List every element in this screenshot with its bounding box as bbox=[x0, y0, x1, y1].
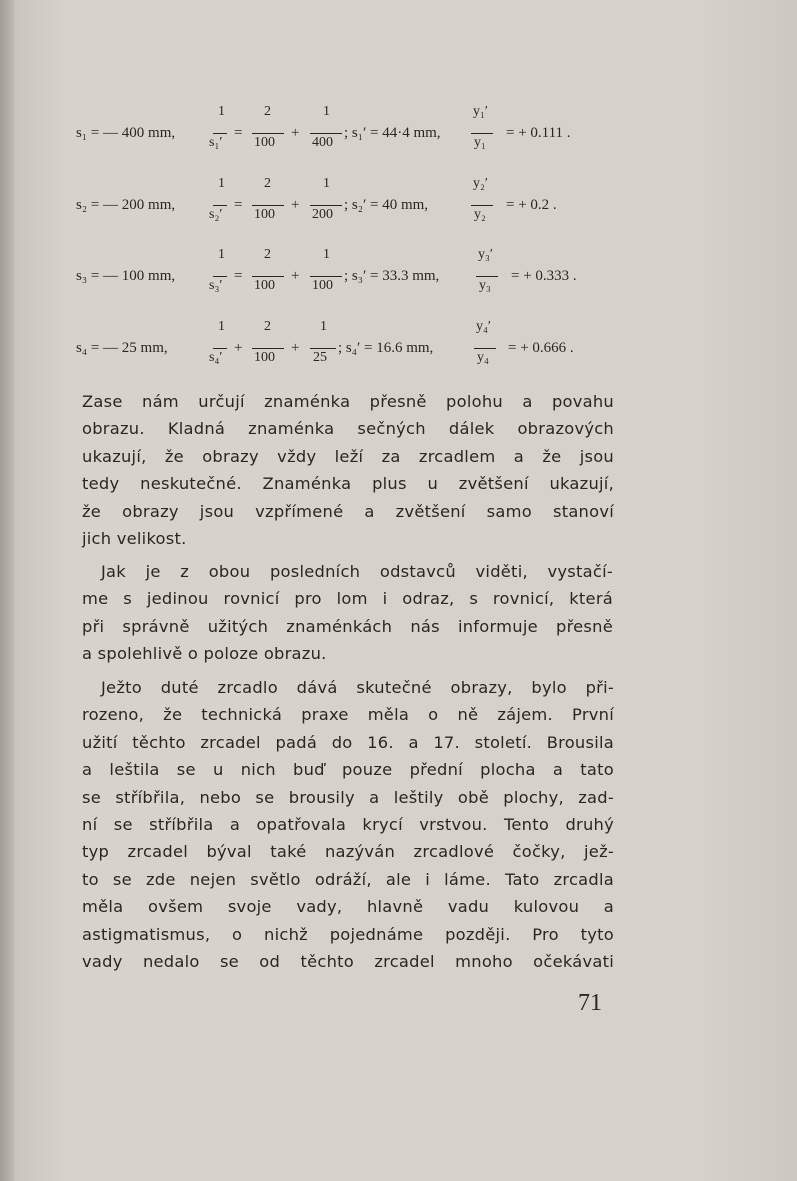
eq-a-numerator: 2 bbox=[264, 104, 271, 119]
paragraph-1 bbox=[82, 388, 614, 552]
eq-y-numerator: y₄′ bbox=[476, 319, 491, 334]
eq-lhs-numerator: 1 bbox=[218, 176, 225, 191]
eq-plus: + bbox=[291, 340, 300, 356]
eq-lhs-numerator: 1 bbox=[218, 104, 225, 119]
eq-s-value: s₄ = — 25 mm, bbox=[76, 340, 168, 356]
eq-s-prime: ; s₂′ = 40 mm, bbox=[344, 197, 429, 213]
fraction-bar bbox=[252, 348, 284, 349]
eq-b-denominator: 100 bbox=[312, 278, 333, 293]
fraction-bar bbox=[213, 133, 227, 134]
equation-row-2 bbox=[76, 174, 736, 240]
eq-s-value: s₃ = — 100 mm, bbox=[76, 268, 176, 284]
fraction-bar bbox=[476, 276, 498, 277]
equation-row-1 bbox=[76, 102, 736, 168]
eq-y-denominator: y₃ bbox=[479, 278, 491, 293]
eq-equals: = bbox=[234, 125, 243, 141]
eq-s-prime: ; s₃′ = 33.3 mm, bbox=[344, 268, 440, 284]
eq-a-denominator: 100 bbox=[254, 135, 275, 150]
eq-b-denominator: 25 bbox=[313, 350, 327, 365]
eq-b-numerator: 1 bbox=[320, 319, 327, 334]
text-line: Zase nám určují znaménka přesně polohu a povahu bbox=[82, 392, 614, 411]
eq-s-prime: ; s₁′ = 44·4 mm, bbox=[344, 125, 441, 141]
eq-plus: + bbox=[291, 197, 300, 213]
text-line: me s jedinou rovnicí pro lom i odraz, s rovnicí, která bbox=[82, 589, 613, 609]
eq-s-prime: ; s₄′ = 16.6 mm, bbox=[338, 340, 434, 356]
eq-b-numerator: 1 bbox=[323, 247, 330, 262]
fraction-bar bbox=[213, 205, 227, 206]
text-line: Jak je z obou posledních odstavců viděti, vystačí- bbox=[101, 562, 613, 581]
fraction-bar bbox=[310, 348, 336, 349]
text-line: ukazují, že obrazy vždy leží za zrcadlem a že jsou bbox=[82, 446, 614, 466]
paragraph-2 bbox=[82, 558, 613, 668]
eq-lhs-numerator: 1 bbox=[218, 319, 225, 334]
eq-s-value: s₁ = — 400 mm, bbox=[76, 125, 176, 141]
text-line: ní se stříbřila a opatřovala krycí vrstvou. Tento druhý bbox=[82, 815, 614, 835]
fraction-bar bbox=[471, 133, 493, 134]
eq-result: = + 0.2 . bbox=[506, 197, 557, 213]
eq-lhs-denominator: s₁′ bbox=[209, 135, 223, 150]
eq-plus: + bbox=[291, 125, 300, 141]
eq-y-numerator: y₃′ bbox=[478, 247, 493, 262]
fraction-bar bbox=[252, 133, 284, 134]
page-number: 71 bbox=[578, 990, 602, 1016]
eq-b-denominator: 200 bbox=[312, 207, 333, 222]
eq-b-denominator: 400 bbox=[312, 135, 333, 150]
paragraph-3 bbox=[82, 674, 614, 975]
eq-y-numerator: y₁′ bbox=[473, 104, 488, 119]
eq-a-denominator: 100 bbox=[254, 350, 275, 365]
eq-a-numerator: 2 bbox=[264, 247, 271, 262]
text-line: užití těchto zrcadel padá do 16. a 17. století. Brousila bbox=[82, 732, 614, 752]
equation-row-4 bbox=[76, 317, 736, 383]
eq-result: = + 0.666 . bbox=[508, 340, 574, 356]
eq-a-denominator: 100 bbox=[254, 207, 275, 222]
binding-shadow bbox=[0, 0, 14, 1181]
text-line: a spolehlivě o poloze obrazu. bbox=[82, 644, 327, 664]
fraction-bar bbox=[310, 205, 342, 206]
eq-a-numerator: 2 bbox=[264, 319, 271, 334]
text-line: tedy neskutečné. Znaménka plus u zvětšení ukazují, bbox=[82, 474, 614, 494]
eq-equals: = bbox=[234, 268, 243, 284]
fraction-bar bbox=[310, 133, 342, 134]
text-line: typ zrcadel býval také nazýván zrcadlové čočky, jež- bbox=[82, 842, 614, 862]
text-line: a leštila se u nich buď pouze přední plocha a tato bbox=[82, 760, 614, 780]
text-line: jich velikost. bbox=[82, 529, 187, 549]
text-line: astigmatismus, o nichž pojednáme později. Pro tyto bbox=[82, 924, 614, 944]
eq-lhs-denominator: s₃′ bbox=[209, 278, 223, 293]
eq-a-numerator: 2 bbox=[264, 176, 271, 191]
equation-row-3 bbox=[76, 245, 736, 311]
eq-b-numerator: 1 bbox=[323, 104, 330, 119]
eq-y-denominator: y₂ bbox=[474, 207, 486, 222]
fraction-bar bbox=[252, 276, 284, 277]
text-line: měla ovšem svoje vady, hlavně vadu kulovou a bbox=[82, 897, 614, 917]
text-line: rozeno, že technická praxe měla o ně zájem. První bbox=[82, 705, 614, 725]
fraction-bar bbox=[471, 205, 493, 206]
eq-plus: + bbox=[291, 268, 300, 284]
text-line: při správně užitých znaménkách nás informuje přesně bbox=[82, 616, 613, 636]
eq-result: = + 0.333 . bbox=[511, 268, 577, 284]
eq-plus-first: + bbox=[234, 340, 243, 356]
fraction-bar bbox=[252, 205, 284, 206]
eq-a-denominator: 100 bbox=[254, 278, 275, 293]
text-line: se stříbřila, nebo se brousily a leštily obě plochy, zad- bbox=[82, 787, 614, 807]
fraction-bar bbox=[213, 348, 227, 349]
eq-result: = + 0.111 . bbox=[506, 125, 571, 141]
eq-lhs-denominator: s₄′ bbox=[209, 350, 223, 365]
fraction-bar bbox=[474, 348, 496, 349]
eq-s-value: s₂ = — 200 mm, bbox=[76, 197, 176, 213]
fraction-bar bbox=[310, 276, 342, 277]
text-line: že obrazy jsou vzpřímené a zvětšení samo stanoví bbox=[82, 501, 614, 521]
eq-lhs-denominator: s₂′ bbox=[209, 207, 223, 222]
eq-b-numerator: 1 bbox=[323, 176, 330, 191]
eq-equals: = bbox=[234, 197, 243, 213]
eq-y-denominator: y₄ bbox=[477, 350, 489, 365]
eq-lhs-numerator: 1 bbox=[218, 247, 225, 262]
text-line: to se zde nejen světlo odráží, ale i láme. Tato zrcadla bbox=[82, 869, 614, 889]
eq-y-numerator: y₂′ bbox=[473, 176, 488, 191]
text-line: obrazu. Kladná znaménka sečných dálek obrazových bbox=[82, 419, 614, 439]
fraction-bar bbox=[213, 276, 227, 277]
eq-y-denominator: y₁ bbox=[474, 135, 486, 150]
text-line: Ježto duté zrcadlo dává skutečné obrazy, bylo při- bbox=[101, 678, 614, 697]
text-line: vady nedalo se od těchto zrcadel mnoho očekávati bbox=[82, 952, 614, 972]
